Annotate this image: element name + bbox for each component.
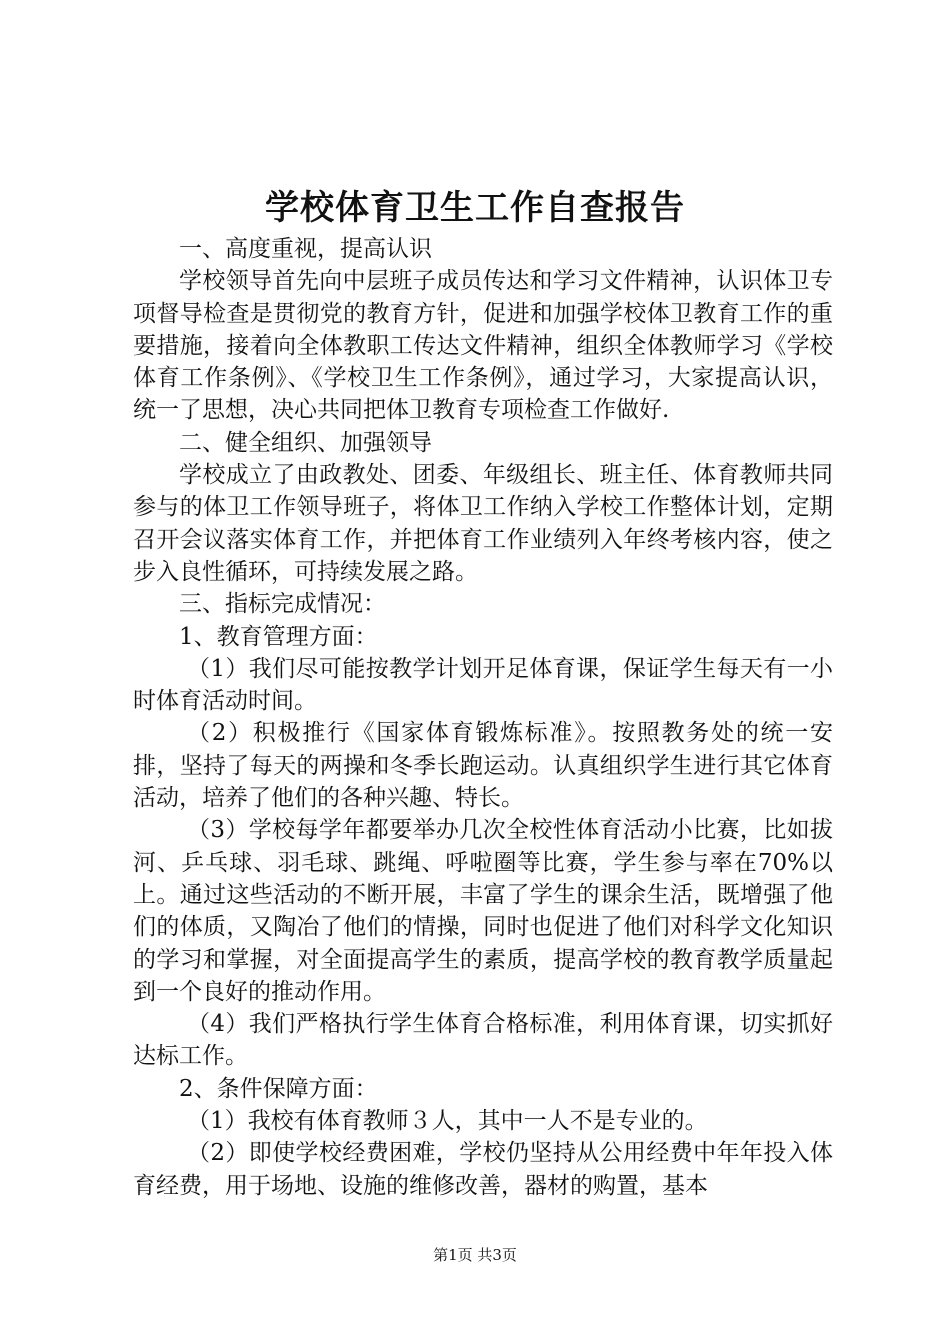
document-body (133, 233, 833, 1202)
paragraph: 学校领导首先向中层班子成员传达和学习文件精神，认识体卫专项督导检查是贯彻党的教育方针，促进和加强学校体卫教育工作的重要措施，接着向全体教职工传达文件精神，组织全体教师学习《学校体育工作条例》、《学校卫生工作条例》，通过学习，大家提高认识，统一了思想，决心共同把体卫教育专项检查工作做好. (133, 268, 833, 424)
page-footer: 第1页 共3页 (433, 1246, 517, 1264)
paragraph: 一、高度重视，提高认识 (179, 236, 432, 262)
paragraph: （1）我们尽可能按教学计划开足体育课，保证学生每天有一小时体育活动时间。 (133, 655, 833, 715)
paragraph: （2）积极推行《国家体育锻炼标准》。按照教务处的统一安排，坚持了每天的两操和冬季长跑运动。认真组织学生进行其它体育活动，培养了他们的各种兴趣、特长。 (133, 720, 833, 812)
paragraph: 学校成立了由政教处、团委、年级组长、班主任、体育教师共同参与的体卫工作领导班子，将体卫工作纳入学校工作整体计划，定期召开会议落实体育工作，并把体育工作业绩列入年终考核内容，使之步入良性循环，可持续发展之路。 (133, 462, 833, 585)
paragraph: （3）学校每学年都要举办几次全校性体育活动小比赛，比如拔河、乒乓球、羽毛球、跳绳、呼啦圈等比赛，学生参与率在70%以上。通过这些活动的不断开展，丰富了学生的课余生活，既增强了他们的体质，又陶冶了他们的情操，同时也促进了他们对科学文化知识的学习和掌握，对全面提高学生的素质，提高学校的教育教学质量起到一个良好的推动作用。 (133, 817, 833, 1005)
paragraph: 1、教育管理方面： (179, 623, 378, 650)
paragraph: 三、指标完成情况： (179, 591, 386, 618)
paragraph: （2）即使学校经费困难，学校仍坚持从公用经费中年年投入体育经费，用于场地、设施的维修改善，器材的购置，基本 (133, 1140, 833, 1199)
paragraph: （1）我校有体育教师３人，其中一人不是专业的。 (187, 1108, 708, 1135)
paragraph: 二、健全组织、加强领导 (179, 429, 432, 456)
document-title: 学校体育卫生工作自查报告 (265, 188, 685, 228)
paragraph: （4）我们严格执行学生体育合格标准，利用体育课，切实抓好达标工作。 (133, 1011, 833, 1070)
paragraph: 2、条件保障方面： (179, 1075, 378, 1102)
